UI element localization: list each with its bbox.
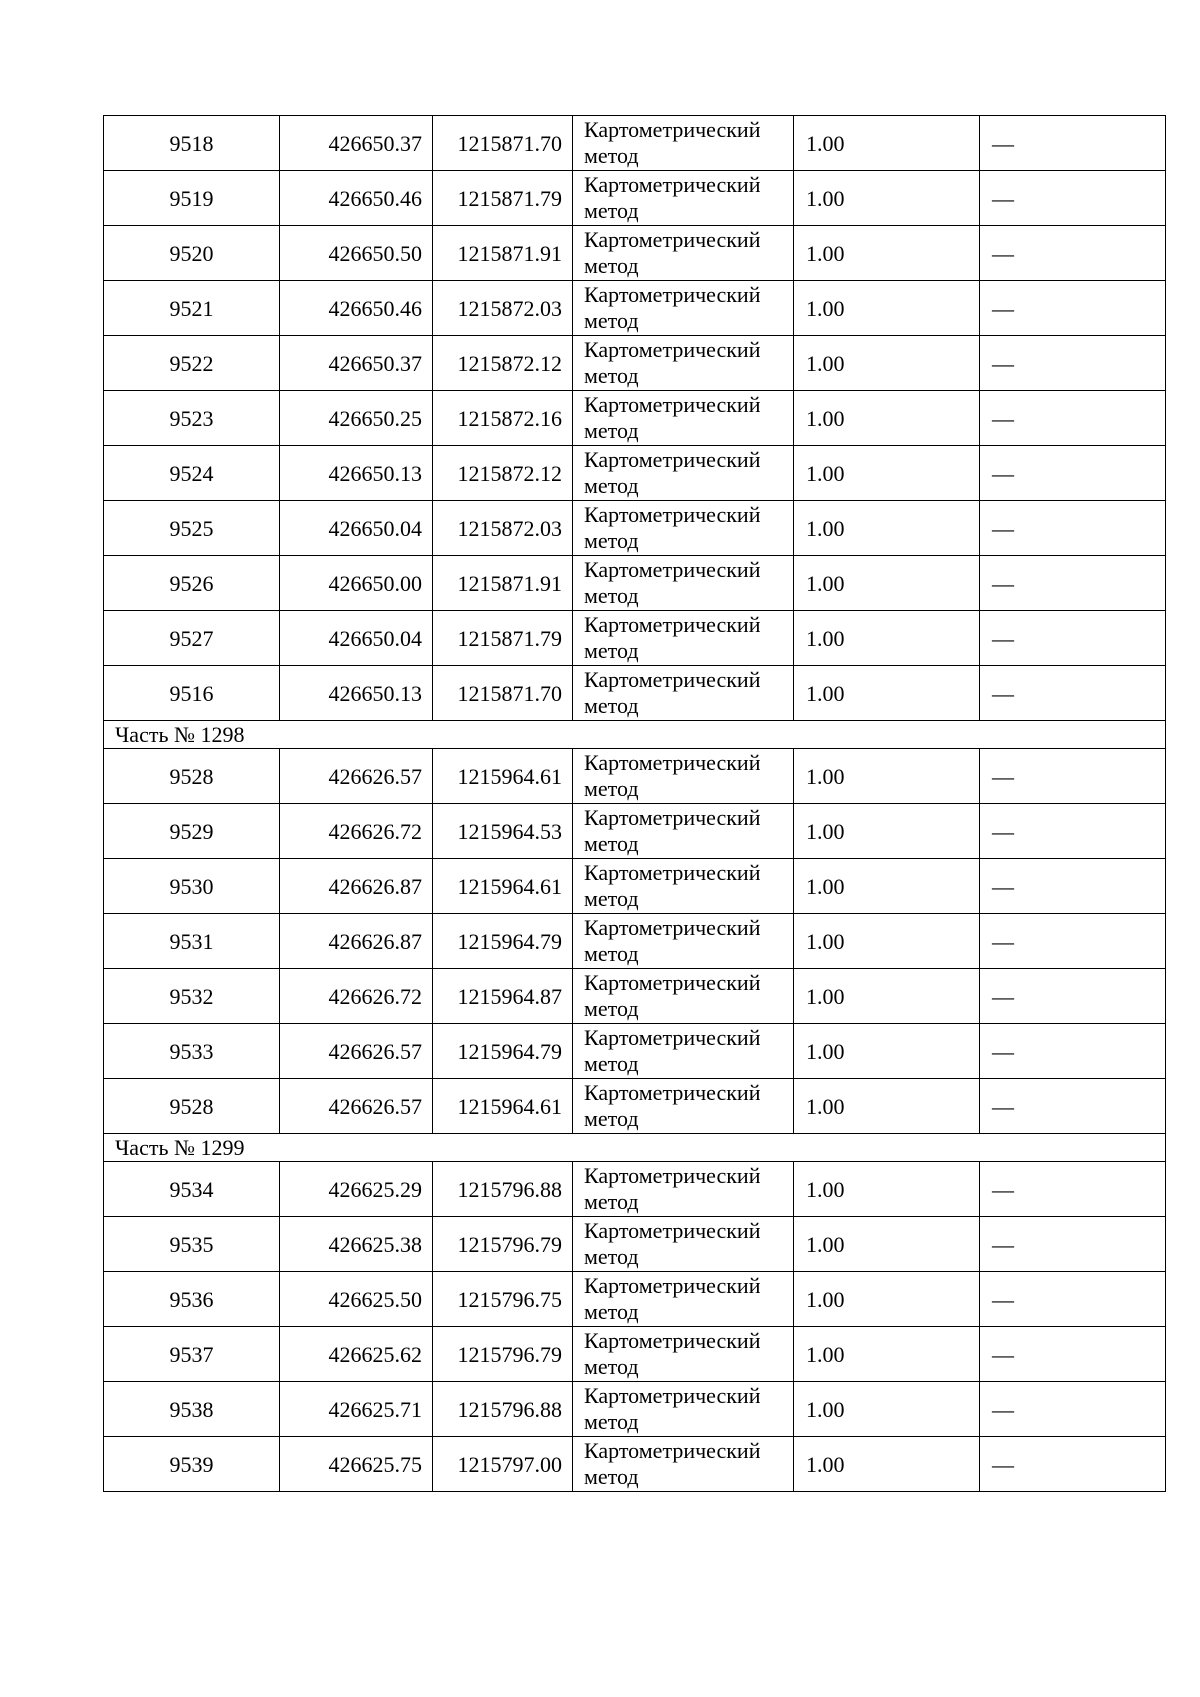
method-text-line: метод [584,1354,639,1379]
x-coordinate-cell: 426625.50 [280,1272,433,1327]
point-number-cell: 9539 [104,1437,280,1492]
method-cell [573,1217,794,1272]
description-cell: — [980,859,1166,914]
y-coordinate-cell: 1215796.79 [433,1217,573,1272]
table-row [104,336,1166,391]
method-text-line: Картометрический [584,750,761,775]
y-coordinate-cell: 1215871.91 [433,556,573,611]
accuracy-cell: 1.00 [794,116,980,171]
point-number-cell: 9537 [104,1327,280,1382]
table-row [104,1079,1166,1134]
table-row [104,1024,1166,1079]
y-coordinate-cell: 1215871.91 [433,226,573,281]
description-cell: — [980,336,1166,391]
point-number-cell: 9521 [104,281,280,336]
accuracy-cell: 1.00 [794,969,980,1024]
table-row [104,116,1166,171]
accuracy-cell: 1.00 [794,1024,980,1079]
point-number-cell: 9531 [104,914,280,969]
table-row [104,969,1166,1024]
point-number-cell: 9518 [104,116,280,171]
point-number-cell: 9523 [104,391,280,446]
accuracy-cell: 1.00 [794,226,980,281]
method-text-line: метод [584,1409,639,1434]
description-cell: — [980,749,1166,804]
table-row [104,171,1166,226]
accuracy-cell: 1.00 [794,1162,980,1217]
method-text-line: Картометрический [584,970,761,995]
method-cell [573,336,794,391]
method-text-line: метод [584,418,639,443]
method-text-line: метод [584,996,639,1021]
method-cell [573,116,794,171]
table-row [104,281,1166,336]
method-text-line: Картометрический [584,1025,761,1050]
method-text-line: Картометрический [584,915,761,940]
method-text-line: Картометрический [584,392,761,417]
x-coordinate-cell: 426625.71 [280,1382,433,1437]
description-cell: — [980,804,1166,859]
point-number-cell: 9528 [104,749,280,804]
y-coordinate-cell: 1215964.87 [433,969,573,1024]
section-title: Часть № 1299 [104,1134,1166,1162]
accuracy-cell: 1.00 [794,501,980,556]
x-coordinate-cell: 426650.37 [280,336,433,391]
section-header-row [104,721,1166,749]
method-text-line: Картометрический [584,1080,761,1105]
accuracy-cell: 1.00 [794,171,980,226]
accuracy-cell: 1.00 [794,1272,980,1327]
x-coordinate-cell: 426626.87 [280,914,433,969]
method-cell [573,1272,794,1327]
method-text-line: Картометрический [584,805,761,830]
accuracy-cell: 1.00 [794,859,980,914]
accuracy-cell: 1.00 [794,556,980,611]
method-text-line: метод [584,1106,639,1131]
method-text-line: Картометрический [584,282,761,307]
description-cell: — [980,556,1166,611]
method-cell [573,611,794,666]
accuracy-cell: 1.00 [794,611,980,666]
point-number-cell: 9525 [104,501,280,556]
method-cell [573,1162,794,1217]
method-text-line: Картометрический [584,447,761,472]
method-cell [573,804,794,859]
table-row [104,1382,1166,1437]
method-text-line: метод [584,363,639,388]
y-coordinate-cell: 1215797.00 [433,1437,573,1492]
x-coordinate-cell: 426625.62 [280,1327,433,1382]
x-coordinate-cell: 426650.46 [280,281,433,336]
table-row [104,556,1166,611]
method-text-line: Картометрический [584,337,761,362]
method-text-line: метод [584,253,639,278]
x-coordinate-cell: 426626.72 [280,804,433,859]
table-row [104,804,1166,859]
method-text-line: метод [584,143,639,168]
point-number-cell: 9520 [104,226,280,281]
accuracy-cell: 1.00 [794,446,980,501]
method-text-line: метод [584,941,639,966]
point-number-cell: 9529 [104,804,280,859]
description-cell: — [980,1382,1166,1437]
method-text-line: метод [584,1189,639,1214]
method-cell [573,1382,794,1437]
table-row [104,1327,1166,1382]
table-row [104,1217,1166,1272]
method-text-line: метод [584,776,639,801]
y-coordinate-cell: 1215796.88 [433,1162,573,1217]
y-coordinate-cell: 1215872.12 [433,336,573,391]
point-number-cell: 9538 [104,1382,280,1437]
description-cell: — [980,1327,1166,1382]
table-row [104,1272,1166,1327]
description-cell: — [980,1437,1166,1492]
method-text-line: метод [584,1299,639,1324]
x-coordinate-cell: 426626.87 [280,859,433,914]
table-row [104,226,1166,281]
description-cell: — [980,391,1166,446]
point-number-cell: 9516 [104,666,280,721]
description-cell: — [980,1272,1166,1327]
method-text-line: Картометрический [584,1438,761,1463]
method-text-line: Картометрический [584,1273,761,1298]
method-cell [573,171,794,226]
method-text-line: Картометрический [584,1383,761,1408]
description-cell: — [980,969,1166,1024]
method-text-line: Картометрический [584,1163,761,1188]
accuracy-cell: 1.00 [794,1079,980,1134]
x-coordinate-cell: 426625.75 [280,1437,433,1492]
x-coordinate-cell: 426626.57 [280,1079,433,1134]
point-number-cell: 9536 [104,1272,280,1327]
table-row [104,501,1166,556]
method-cell [573,1437,794,1492]
description-cell: — [980,1162,1166,1217]
table-row [104,446,1166,501]
method-cell [573,666,794,721]
table-row [104,914,1166,969]
method-cell [573,1327,794,1382]
y-coordinate-cell: 1215964.79 [433,1024,573,1079]
method-text-line: метод [584,831,639,856]
y-coordinate-cell: 1215871.70 [433,116,573,171]
method-cell [573,969,794,1024]
method-cell [573,281,794,336]
section-header-row [104,1134,1166,1162]
point-number-cell: 9533 [104,1024,280,1079]
point-number-cell: 9522 [104,336,280,391]
description-cell: — [980,281,1166,336]
table-row [104,1437,1166,1492]
y-coordinate-cell: 1215796.75 [433,1272,573,1327]
method-text-line: метод [584,638,639,663]
method-text-line: Картометрический [584,1328,761,1353]
y-coordinate-cell: 1215872.03 [433,281,573,336]
method-cell [573,501,794,556]
method-text-line: Картометрический [584,667,761,692]
x-coordinate-cell: 426650.13 [280,666,433,721]
description-cell: — [980,611,1166,666]
y-coordinate-cell: 1215964.61 [433,1079,573,1134]
description-cell: — [980,666,1166,721]
method-cell [573,1079,794,1134]
table-row [104,666,1166,721]
table-row [104,859,1166,914]
x-coordinate-cell: 426650.25 [280,391,433,446]
y-coordinate-cell: 1215871.70 [433,666,573,721]
method-cell [573,556,794,611]
accuracy-cell: 1.00 [794,1437,980,1492]
x-coordinate-cell: 426625.38 [280,1217,433,1272]
method-text-line: метод [584,473,639,498]
section-title: Часть № 1298 [104,721,1166,749]
point-number-cell: 9526 [104,556,280,611]
method-text-line: метод [584,1464,639,1489]
y-coordinate-cell: 1215871.79 [433,171,573,226]
method-cell [573,226,794,281]
point-number-cell: 9534 [104,1162,280,1217]
description-cell: — [980,1079,1166,1134]
method-text-line: метод [584,1244,639,1269]
method-text-line: Картометрический [584,117,761,142]
description-cell: — [980,446,1166,501]
point-number-cell: 9535 [104,1217,280,1272]
method-cell [573,446,794,501]
accuracy-cell: 1.00 [794,804,980,859]
accuracy-cell: 1.00 [794,391,980,446]
description-cell: — [980,171,1166,226]
method-text-line: Картометрический [584,612,761,637]
method-cell [573,749,794,804]
description-cell: — [980,226,1166,281]
description-cell: — [980,1024,1166,1079]
method-text-line: метод [584,308,639,333]
y-coordinate-cell: 1215872.03 [433,501,573,556]
point-number-cell: 9532 [104,969,280,1024]
method-text-line: Картометрический [584,1218,761,1243]
x-coordinate-cell: 426626.57 [280,749,433,804]
table-row [104,391,1166,446]
method-text-line: метод [584,886,639,911]
x-coordinate-cell: 426626.57 [280,1024,433,1079]
point-number-cell: 9530 [104,859,280,914]
y-coordinate-cell: 1215964.61 [433,859,573,914]
y-coordinate-cell: 1215964.79 [433,914,573,969]
x-coordinate-cell: 426625.29 [280,1162,433,1217]
x-coordinate-cell: 426626.72 [280,969,433,1024]
x-coordinate-cell: 426650.00 [280,556,433,611]
description-cell: — [980,116,1166,171]
y-coordinate-cell: 1215872.16 [433,391,573,446]
y-coordinate-cell: 1215871.79 [433,611,573,666]
accuracy-cell: 1.00 [794,1217,980,1272]
point-number-cell: 9528 [104,1079,280,1134]
method-text-line: Картометрический [584,502,761,527]
method-text-line: Картометрический [584,227,761,252]
x-coordinate-cell: 426650.04 [280,611,433,666]
x-coordinate-cell: 426650.37 [280,116,433,171]
x-coordinate-cell: 426650.50 [280,226,433,281]
y-coordinate-cell: 1215872.12 [433,446,573,501]
accuracy-cell: 1.00 [794,914,980,969]
point-number-cell: 9519 [104,171,280,226]
y-coordinate-cell: 1215796.88 [433,1382,573,1437]
method-cell [573,391,794,446]
x-coordinate-cell: 426650.46 [280,171,433,226]
method-text-line: метод [584,1051,639,1076]
y-coordinate-cell: 1215796.79 [433,1327,573,1382]
coordinates-table [103,115,1166,1492]
description-cell: — [980,1217,1166,1272]
y-coordinate-cell: 1215964.53 [433,804,573,859]
table-row [104,1162,1166,1217]
accuracy-cell: 1.00 [794,1382,980,1437]
x-coordinate-cell: 426650.13 [280,446,433,501]
accuracy-cell: 1.00 [794,666,980,721]
accuracy-cell: 1.00 [794,336,980,391]
method-text-line: метод [584,528,639,553]
method-text-line: метод [584,583,639,608]
method-text-line: метод [584,198,639,223]
table-row [104,611,1166,666]
accuracy-cell: 1.00 [794,1327,980,1382]
description-cell: — [980,914,1166,969]
point-number-cell: 9527 [104,611,280,666]
x-coordinate-cell: 426650.04 [280,501,433,556]
point-number-cell: 9524 [104,446,280,501]
accuracy-cell: 1.00 [794,281,980,336]
method-cell [573,1024,794,1079]
table-row [104,749,1166,804]
description-cell: — [980,501,1166,556]
method-text-line: метод [584,693,639,718]
method-text-line: Картометрический [584,557,761,582]
method-text-line: Картометрический [584,860,761,885]
accuracy-cell: 1.00 [794,749,980,804]
method-text-line: Картометрический [584,172,761,197]
y-coordinate-cell: 1215964.61 [433,749,573,804]
method-cell [573,859,794,914]
method-cell [573,914,794,969]
table-body [104,116,1166,1492]
